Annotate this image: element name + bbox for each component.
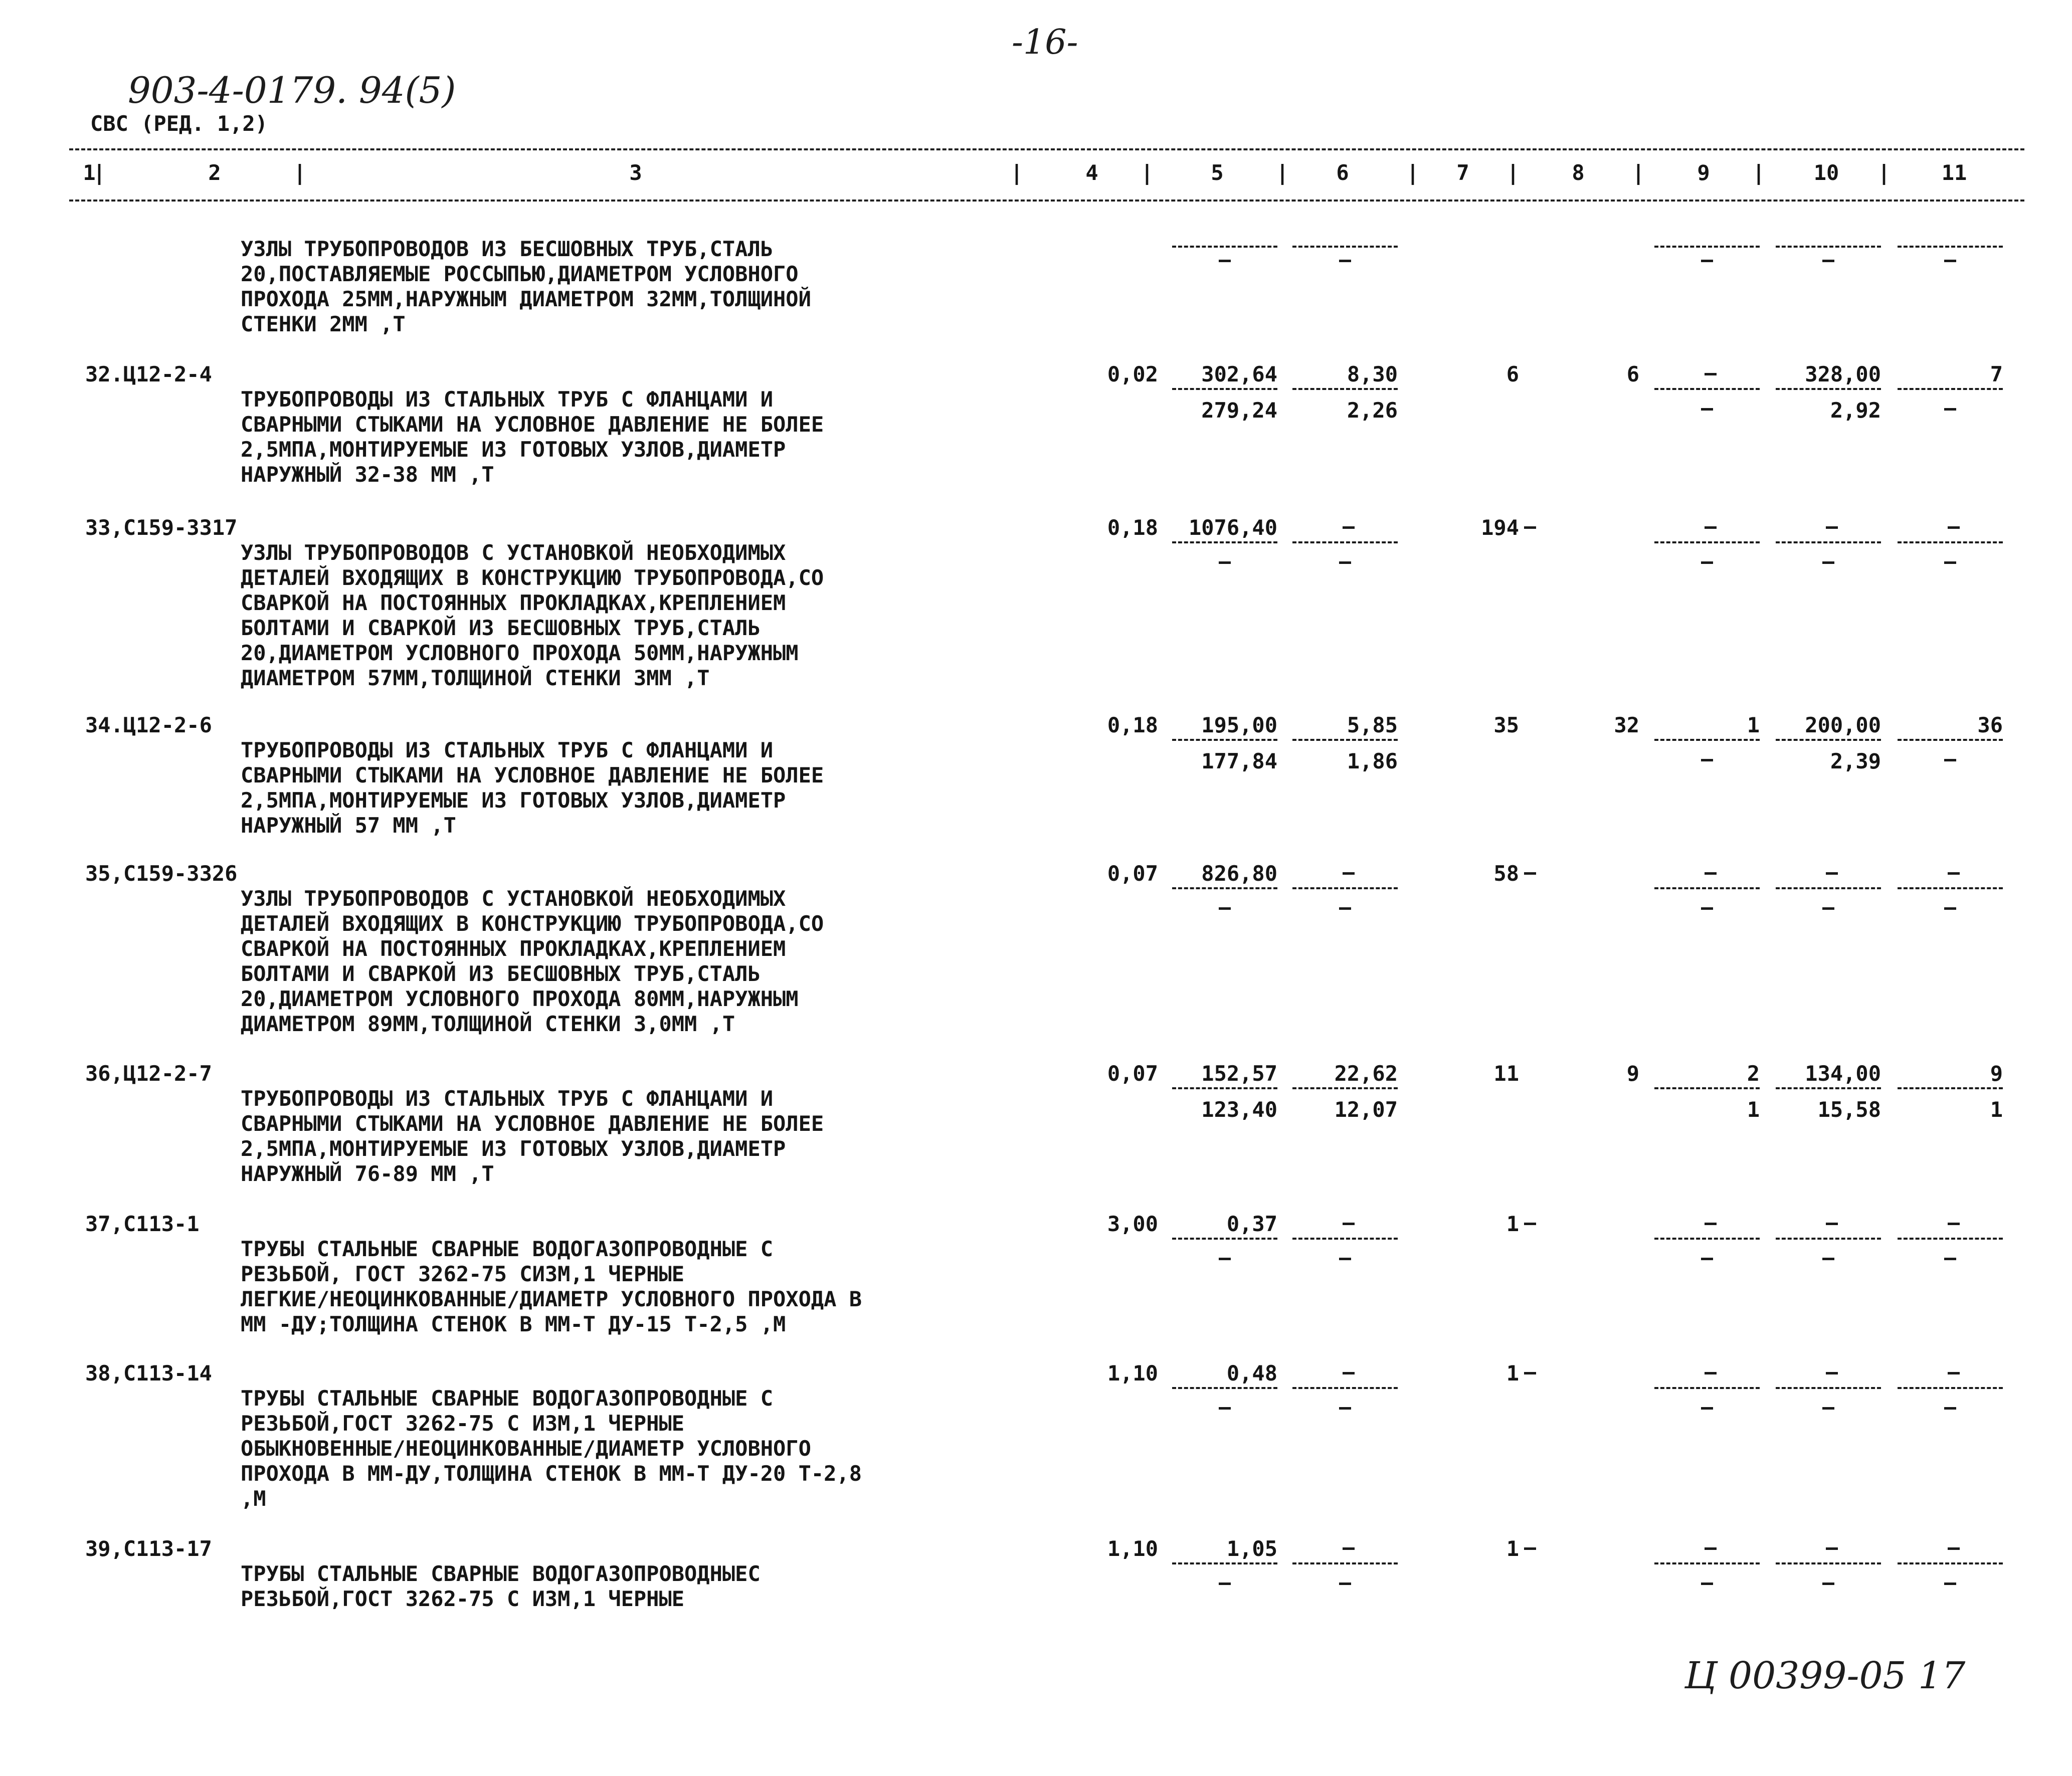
value-c7: 58 <box>1493 861 1519 886</box>
value-none-c8 <box>1524 526 1536 529</box>
value-none-c6b <box>1339 1407 1351 1410</box>
value-none-c6b <box>1339 907 1351 910</box>
value-c10b: 2,39 <box>1830 749 1881 773</box>
value-none-c10b <box>1822 260 1834 262</box>
item-description-line: 20,ДИАМЕТРОМ УСЛОВНОГО ПРОХОДА 80ММ,НАРУЖНЫМ <box>241 986 799 1011</box>
fraction-rule <box>1898 1238 2003 1240</box>
item-description-line: УЗЛЫ ТРУБОПРОВОДОВ С УСТАНОВКОЙ НЕОБХОДИМЫХ <box>241 886 786 911</box>
value-none-c11b <box>1944 907 1956 910</box>
value-c5b: 279,24 <box>1201 398 1277 423</box>
value-none-c9 <box>1705 373 1717 375</box>
value-c10b: 15,58 <box>1817 1097 1881 1122</box>
value-c8: 9 <box>1626 1061 1639 1086</box>
fraction-rule <box>1898 887 2003 889</box>
item-description-line: ЛЕГКИЕ/НЕОЦИНКОВАННЫЕ/ДИАМЕТР УСЛОВНОГО ПРОХОДА В <box>241 1287 862 1311</box>
fraction-rule <box>1776 1238 1881 1240</box>
item-code: 33,С159-3317 <box>85 515 238 540</box>
value-none-c11b <box>1944 759 1956 761</box>
value-none-c10b <box>1822 1407 1834 1410</box>
fraction-rule <box>1898 739 2003 741</box>
item-description-line: НАРУЖНЫЙ 57 ММ ,Т <box>241 813 456 838</box>
value-c11: 7 <box>1990 362 2003 386</box>
column-header-4: 4 <box>1085 160 1098 185</box>
value-none-c6 <box>1343 526 1355 529</box>
fraction-rule <box>1898 1087 2003 1089</box>
value-c4: 0,02 <box>1107 362 1158 386</box>
value-none-c6b <box>1339 260 1351 262</box>
value-c6: 5,85 <box>1347 713 1398 737</box>
value-none-c9b <box>1701 1583 1713 1585</box>
table-header-rule <box>69 200 2024 202</box>
value-c7: 11 <box>1493 1061 1519 1086</box>
value-none-c9b <box>1701 408 1713 411</box>
value-c5: 302,64 <box>1201 362 1277 386</box>
value-c9: 1 <box>1747 713 1760 737</box>
value-c9: 2 <box>1747 1061 1760 1086</box>
value-none-c9 <box>1705 1372 1717 1374</box>
column-header-row <box>69 160 2024 190</box>
value-none-c6 <box>1343 1223 1355 1225</box>
fraction-rule <box>1172 887 1277 889</box>
value-none-c6 <box>1343 1372 1355 1374</box>
value-c7: 1 <box>1506 1536 1519 1561</box>
value-c4: 0,18 <box>1107 713 1158 737</box>
column-separator: | <box>1141 160 1154 185</box>
archive-stamp: Ц 00399-05 17 <box>1684 1654 1966 1697</box>
fraction-rule <box>1654 1087 1760 1089</box>
fraction-rule <box>1776 739 1881 741</box>
fraction-rule <box>1776 246 1881 248</box>
item-description-line: НАРУЖНЫЙ 32-38 ММ ,Т <box>241 462 494 487</box>
value-c4: 0,07 <box>1107 861 1158 886</box>
fraction-rule <box>1898 541 2003 543</box>
item-description-line: РЕЗЬБОЙ, ГОСТ 3262-75 СИЗМ,1 ЧЕРНЫЕ <box>241 1262 685 1286</box>
value-none-c11b <box>1944 408 1956 411</box>
item-description-line: БОЛТАМИ И СВАРКОЙ ИЗ БЕСШОВНЫХ ТРУБ,СТАЛЬ <box>241 961 761 986</box>
page-number: -16- <box>1012 23 1078 62</box>
column-header-1: 1 <box>83 160 96 185</box>
value-none-c11b <box>1944 260 1956 262</box>
item-description-line: 2,5МПА,МОНТИРУЕМЫЕ ИЗ ГОТОВЫХ УЗЛОВ,ДИАМЕТР <box>241 1136 786 1161</box>
value-c7: 6 <box>1506 362 1519 386</box>
fraction-rule <box>1898 246 2003 248</box>
value-c9b: 1 <box>1747 1097 1760 1122</box>
value-none-c9 <box>1705 872 1717 875</box>
item-description-line: ОБЫКНОВЕННЫЕ/НЕОЦИНКОВАННЫЕ/ДИАМЕТР УСЛОВНОГО <box>241 1436 811 1461</box>
item-description-line: ТРУБЫ СТАЛЬНЫЕ СВАРНЫЕ ВОДОГАЗОПРОВОДНЫЕ С <box>241 1386 774 1411</box>
item-description-line: СВАРКОЙ НА ПОСТОЯННЫХ ПРОКЛАДКАХ,КРЕПЛЕНИЕМ <box>241 590 786 615</box>
value-none-c6 <box>1343 872 1355 875</box>
item-description-line: ТРУБЫ СТАЛЬНЫЕ СВАРНЫЕ ВОДОГАЗОПРОВОДНЫЕ С <box>241 1237 774 1261</box>
column-separator: | <box>1276 160 1289 185</box>
fraction-rule <box>1172 388 1277 390</box>
column-header-8: 8 <box>1572 160 1585 185</box>
fraction-rule <box>1776 1387 1881 1389</box>
value-none-c5b <box>1219 1407 1231 1410</box>
fraction-rule <box>1172 1387 1277 1389</box>
value-c5: 152,57 <box>1201 1061 1277 1086</box>
value-c11: 9 <box>1990 1061 2003 1086</box>
item-description-line: СВАРКОЙ НА ПОСТОЯННЫХ ПРОКЛАДКАХ,КРЕПЛЕНИЕМ <box>241 936 786 961</box>
value-c10: 328,00 <box>1805 362 1881 386</box>
item-description-line: УЗЛЫ ТРУБОПРОВОДОВ С УСТАНОВКОЙ НЕОБХОДИМЫХ <box>241 540 786 565</box>
column-separator: | <box>1752 160 1765 185</box>
item-code: 39,С113-17 <box>85 1536 212 1561</box>
item-code: 32.Ц12-2-4 <box>85 362 212 386</box>
value-none-c8 <box>1524 1223 1536 1225</box>
item-description-line: СВАРНЫМИ СТЫКАМИ НА УСЛОВНОЕ ДАВЛЕНИЕ НЕ БОЛЕЕ <box>241 1111 824 1136</box>
value-none-c9b <box>1701 1407 1713 1410</box>
value-c5: 0,37 <box>1226 1212 1277 1236</box>
value-none-c10b <box>1822 1258 1834 1260</box>
value-c10: 134,00 <box>1805 1061 1881 1086</box>
item-description-line: СВАРНЫМИ СТЫКАМИ НА УСЛОВНОЕ ДАВЛЕНИЕ НЕ БОЛЕЕ <box>241 412 824 437</box>
value-none-c11 <box>1948 1223 1960 1225</box>
value-c5: 1,05 <box>1226 1536 1277 1561</box>
document-code: 903-4-0179. 94(5) <box>128 69 456 111</box>
fraction-rule <box>1898 1387 2003 1389</box>
item-description-line: 20,ПОСТАВЛЯЕМЫЕ РОССЫПЬЮ,ДИАМЕТРОМ УСЛОВНОГО <box>241 262 799 286</box>
item-description-line: ,М <box>241 1486 266 1511</box>
value-c7: 1 <box>1506 1361 1519 1386</box>
fraction-rule <box>1292 887 1398 889</box>
item-description-line: РЕЗЬБОЙ,ГОСТ 3262-75 С ИЗМ,1 ЧЕРНЫЕ <box>241 1587 685 1611</box>
item-description-line: ДИАМЕТРОМ 57ММ,ТОЛЩИНОЙ СТЕНКИ 3ММ ,Т <box>241 666 710 690</box>
fraction-rule <box>1776 541 1881 543</box>
value-none-c10 <box>1826 1372 1838 1374</box>
value-c10b: 2,92 <box>1830 398 1881 423</box>
fraction-rule <box>1654 739 1760 741</box>
value-c4: 0,07 <box>1107 1061 1158 1086</box>
column-header-6: 6 <box>1336 160 1349 185</box>
value-c8: 32 <box>1614 713 1639 737</box>
column-header-7: 7 <box>1456 160 1469 185</box>
value-c6b: 12,07 <box>1334 1097 1398 1122</box>
value-none-c10 <box>1826 1547 1838 1550</box>
value-c7: 194 <box>1481 515 1519 540</box>
item-description-line: ПРОХОДА В ММ-ДУ,ТОЛЩИНА СТЕНОК В ММ-Т ДУ-20 Т-2,8 <box>241 1461 862 1486</box>
value-c5: 826,80 <box>1201 861 1277 886</box>
value-none-c9 <box>1705 1547 1717 1550</box>
value-c5b: 123,40 <box>1201 1097 1277 1122</box>
value-none-c9 <box>1705 526 1717 529</box>
value-c6: 8,30 <box>1347 362 1398 386</box>
table-top-rule <box>69 148 2024 150</box>
column-header-11: 11 <box>1941 160 1967 185</box>
value-c4: 1,10 <box>1107 1536 1158 1561</box>
fraction-rule <box>1654 388 1760 390</box>
item-description-line: ДЕТАЛЕЙ ВХОДЯЩИХ В КОНСТРУКЦИЮ ТРУБОПРОВОДА,СО <box>241 911 824 936</box>
item-description-line: ТРУБЫ СТАЛЬНЫЕ СВАРНЫЕ ВОДОГАЗОПРОВОДНЫЕС <box>241 1561 761 1586</box>
fraction-rule <box>1654 887 1760 889</box>
edition-label: СВС (РЕД. 1,2) <box>90 111 268 136</box>
item-description-line: 20,ДИАМЕТРОМ УСЛОВНОГО ПРОХОДА 50ММ,НАРУЖНЫМ <box>241 641 799 665</box>
value-none-c11b <box>1944 1583 1956 1585</box>
item-description-line: ПРОХОДА 25ММ,НАРУЖНЫМ ДИАМЕТРОМ 32ММ,ТОЛЩИНОЙ <box>241 287 811 311</box>
value-none-c6b <box>1339 1583 1351 1585</box>
column-separator: | <box>1506 160 1520 185</box>
value-none-c9b <box>1701 561 1713 564</box>
value-none-c8 <box>1524 1547 1536 1550</box>
value-none-c6b <box>1339 561 1351 564</box>
item-code: 36,Ц12-2-7 <box>85 1061 212 1086</box>
fraction-rule <box>1654 1562 1760 1564</box>
fraction-rule <box>1172 541 1277 543</box>
value-none-c9b <box>1701 260 1713 262</box>
fraction-rule <box>1172 1562 1277 1564</box>
item-description-line: СВАРНЫМИ СТЫКАМИ НА УСЛОВНОЕ ДАВЛЕНИЕ НЕ БОЛЕЕ <box>241 763 824 787</box>
fraction-rule <box>1776 887 1881 889</box>
value-c4: 0,18 <box>1107 515 1158 540</box>
value-c7: 1 <box>1506 1212 1519 1236</box>
column-separator: | <box>93 160 106 185</box>
value-none-c10b <box>1822 561 1834 564</box>
fraction-rule <box>1292 1087 1398 1089</box>
value-c5: 1076,40 <box>1188 515 1277 540</box>
value-none-c5b <box>1219 907 1231 910</box>
item-description-line: СТЕНКИ 2ММ ,Т <box>241 312 406 336</box>
column-separator: | <box>293 160 306 185</box>
fraction-rule <box>1654 246 1760 248</box>
value-c10: 200,00 <box>1805 713 1881 737</box>
value-none-c10b <box>1822 907 1834 910</box>
value-c6: 22,62 <box>1334 1061 1398 1086</box>
value-c6b: 2,26 <box>1347 398 1398 423</box>
value-none-c10 <box>1826 872 1838 875</box>
fraction-rule <box>1172 1238 1277 1240</box>
item-description-line: ТРУБОПРОВОДЫ ИЗ СТАЛЬНЫХ ТРУБ С ФЛАНЦАМИ И <box>241 387 774 412</box>
value-c4: 3,00 <box>1107 1212 1158 1236</box>
item-description-line: ДИАМЕТРОМ 89ММ,ТОЛЩИНОЙ СТЕНКИ 3,0ММ ,Т <box>241 1012 735 1036</box>
fraction-rule <box>1292 388 1398 390</box>
item-description-line: НАРУЖНЫЙ 76-89 ММ ,Т <box>241 1161 494 1186</box>
fraction-rule <box>1776 1562 1881 1564</box>
item-description-line: ТРУБОПРОВОДЫ ИЗ СТАЛЬНЫХ ТРУБ С ФЛАНЦАМИ И <box>241 1086 774 1111</box>
value-none-c11b <box>1944 561 1956 564</box>
item-description-line: ДЕТАЛЕЙ ВХОДЯЩИХ В КОНСТРУКЦИЮ ТРУБОПРОВОДА,СО <box>241 565 824 590</box>
column-separator: | <box>1010 160 1023 185</box>
value-none-c9b <box>1701 907 1713 910</box>
value-none-c9 <box>1705 1223 1717 1225</box>
value-none-c10b <box>1822 1583 1834 1585</box>
fraction-rule <box>1898 1562 2003 1564</box>
fraction-rule <box>1292 1387 1398 1389</box>
fraction-rule <box>1654 1238 1760 1240</box>
item-code: 35,С159-3326 <box>85 861 238 886</box>
item-code: 38,С113-14 <box>85 1361 212 1386</box>
item-code: 34.Ц12-2-6 <box>85 713 212 737</box>
column-header-5: 5 <box>1211 160 1224 185</box>
fraction-rule <box>1898 388 2003 390</box>
fraction-rule <box>1172 1087 1277 1089</box>
value-none-c11b <box>1944 1258 1956 1260</box>
value-none-c10 <box>1826 526 1838 529</box>
item-description-line: БОЛТАМИ И СВАРКОЙ ИЗ БЕСШОВНЫХ ТРУБ,СТАЛЬ <box>241 616 761 640</box>
value-c7: 35 <box>1493 713 1519 737</box>
item-code: 37,С113-1 <box>85 1212 200 1236</box>
value-c5: 0,48 <box>1226 1361 1277 1386</box>
fraction-rule <box>1776 1087 1881 1089</box>
fraction-rule <box>1292 1238 1398 1240</box>
value-none-c11b <box>1944 1407 1956 1410</box>
value-none-c11 <box>1948 872 1960 875</box>
value-c11b: 1 <box>1990 1097 2003 1122</box>
value-c5: 195,00 <box>1201 713 1277 737</box>
item-description-line: 2,5МПА,МОНТИРУЕМЫЕ ИЗ ГОТОВЫХ УЗЛОВ,ДИАМЕТР <box>241 788 786 813</box>
column-separator: | <box>1632 160 1645 185</box>
value-none-c5b <box>1219 1258 1231 1260</box>
value-c11: 36 <box>1977 713 2003 737</box>
column-header-2: 2 <box>208 160 221 185</box>
fraction-rule <box>1776 388 1881 390</box>
fraction-rule <box>1172 739 1277 741</box>
fraction-rule <box>1172 246 1277 248</box>
value-none-c9b <box>1701 1258 1713 1260</box>
item-description-line: УЗЛЫ ТРУБОПРОВОДОВ ИЗ БЕСШОВНЫХ ТРУБ,СТАЛЬ <box>241 237 774 261</box>
fraction-rule <box>1292 246 1398 248</box>
fraction-rule <box>1292 739 1398 741</box>
column-header-3: 3 <box>629 160 642 185</box>
item-description-line: 2,5МПА,МОНТИРУЕМЫЕ ИЗ ГОТОВЫХ УЗЛОВ,ДИАМЕТР <box>241 437 786 462</box>
item-description-line: ММ -ДУ;ТОЛЩИНА СТЕНОК В ММ-Т ДУ-15 Т-2,5 ,М <box>241 1312 786 1336</box>
value-none-c10 <box>1826 1223 1838 1225</box>
value-none-c5b <box>1219 561 1231 564</box>
fraction-rule <box>1654 1387 1760 1389</box>
column-separator: | <box>1877 160 1891 185</box>
value-none-c5b <box>1219 260 1231 262</box>
value-c4: 1,10 <box>1107 1361 1158 1386</box>
value-none-c8 <box>1524 872 1536 875</box>
item-description-line: РЕЗЬБОЙ,ГОСТ 3262-75 С ИЗМ,1 ЧЕРНЫЕ <box>241 1411 685 1436</box>
column-header-9: 9 <box>1697 160 1710 185</box>
fraction-rule <box>1654 541 1760 543</box>
column-header-10: 10 <box>1813 160 1839 185</box>
value-none-c5b <box>1219 1583 1231 1585</box>
value-none-c9b <box>1701 759 1713 761</box>
value-none-c11 <box>1948 1372 1960 1374</box>
value-none-c8 <box>1524 1372 1536 1374</box>
value-c6b: 1,86 <box>1347 749 1398 773</box>
value-c8: 6 <box>1626 362 1639 386</box>
fraction-rule <box>1292 541 1398 543</box>
value-none-c6 <box>1343 1547 1355 1550</box>
column-separator: | <box>1406 160 1419 185</box>
value-none-c11 <box>1948 526 1960 529</box>
item-description-line: ТРУБОПРОВОДЫ ИЗ СТАЛЬНЫХ ТРУБ С ФЛАНЦАМИ И <box>241 738 774 762</box>
value-none-c11 <box>1948 1547 1960 1550</box>
value-none-c6b <box>1339 1258 1351 1260</box>
fraction-rule <box>1292 1562 1398 1564</box>
value-c5b: 177,84 <box>1201 749 1277 773</box>
